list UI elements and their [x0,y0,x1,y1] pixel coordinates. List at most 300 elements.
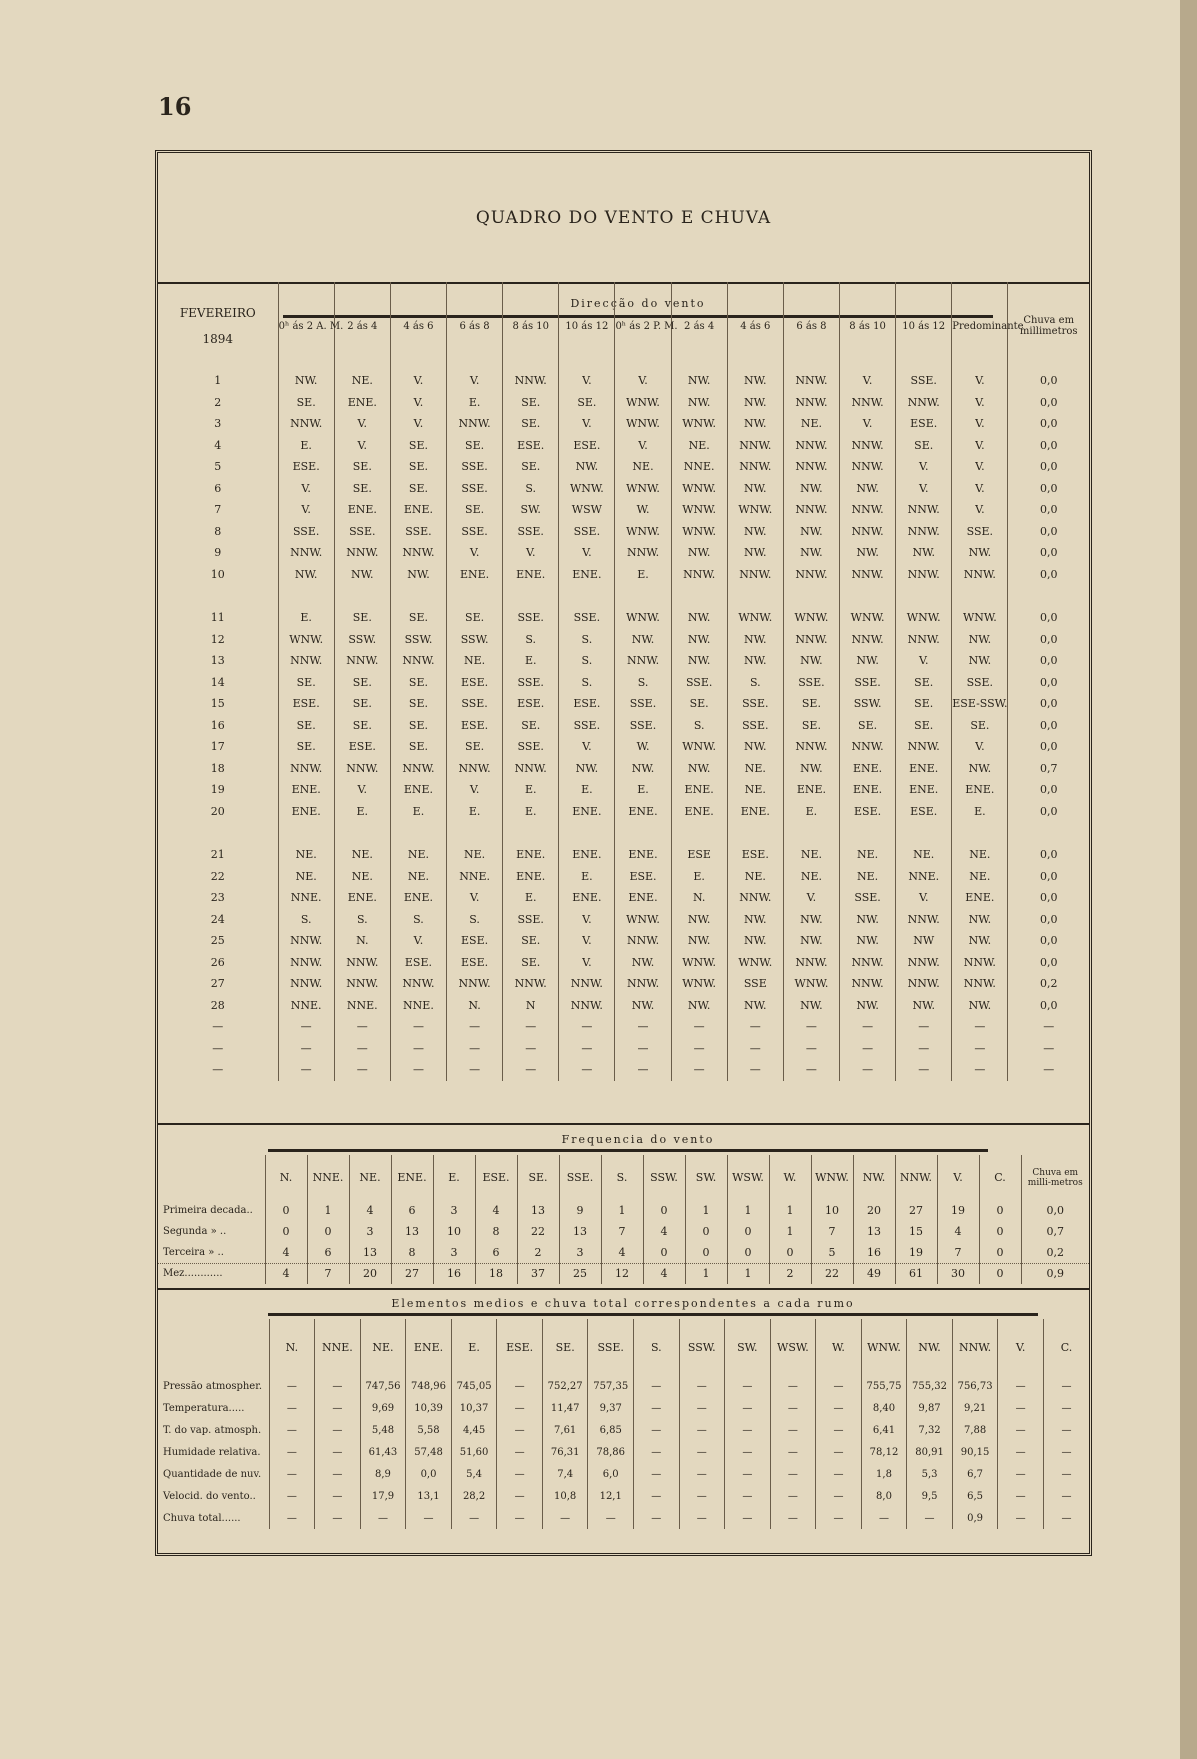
rain-cell: 0,0 [1008,629,1089,651]
freq-value-cell: 8 [475,1221,517,1242]
wind-direction-cell: V. [615,370,671,392]
freq-column-header: NE. [349,1155,391,1200]
table-row [158,672,1089,694]
wind-direction-cell: NNW. [840,499,896,521]
dash-cell: — [952,1038,1008,1060]
wind-direction-cell: NW. [671,758,727,780]
table-row [158,413,1089,435]
elem-value-cell: — [679,1441,725,1463]
wind-direction-cell: NNW. [278,650,334,672]
table-row [158,1507,1089,1529]
freq-rain-cell: 0,0 [1021,1200,1089,1221]
wind-direction-cell: S. [615,672,671,694]
elem-value-cell: — [497,1375,543,1397]
row-label: Temperatura..... [163,1402,245,1414]
wind-direction-cell: NNW. [840,736,896,758]
blank-cell [447,585,503,607]
empty-row [158,1059,1089,1081]
wind-direction-cell: NW. [783,650,839,672]
table-row [158,1200,1089,1221]
dash-cell: — [840,1059,896,1081]
elem-value-cell: 5,58 [406,1419,452,1441]
rain-cell: 0,0 [1008,413,1089,435]
wind-direction-cell: NW. [671,542,727,564]
blank-cell [278,585,334,607]
elem-value-cell: 5,48 [360,1419,406,1441]
freq-value-cell: 16 [853,1242,895,1263]
elem-value-cell: 9,87 [907,1397,953,1419]
wind-direction-cell: ENE. [783,779,839,801]
day-cell: 7 [214,503,222,517]
wind-direction-cell: S. [559,672,615,694]
wind-direction-cell: WNW. [671,736,727,758]
elem-value-cell: 13,1 [406,1485,452,1507]
wind-column-header: Predominante [952,282,1008,370]
wind-direction-cell: NNE. [447,866,503,888]
blank-cell [896,822,952,844]
dash-cell: — [212,1020,224,1034]
freq-value-cell: 13 [853,1221,895,1242]
elem-value-cell: — [633,1485,679,1507]
wind-direction-cell: ENE. [615,887,671,909]
wind-direction-cell: WNW. [615,909,671,931]
table-row [158,456,1089,478]
freq-value-cell: 0 [265,1200,307,1221]
day-cell: 13 [210,654,225,668]
day-cell: 27 [210,977,225,991]
freq-value-cell: 4 [349,1200,391,1221]
wind-direction-cell: NNW. [896,952,952,974]
wind-direction-cell: NW. [783,521,839,543]
elem-value-cell: — [315,1441,361,1463]
elem-value-cell: — [725,1419,771,1441]
freq-value-cell: 4 [265,1242,307,1263]
table-row [158,973,1089,995]
table-row [158,930,1089,952]
freq-value-cell: 3 [433,1200,475,1221]
freq-column-header: N. [265,1155,307,1200]
elem-column-header: NE. [360,1319,406,1375]
freq-column-header: C. [979,1155,1021,1200]
blank-cell [896,585,952,607]
wind-direction-cell: SSE. [503,607,559,629]
wind-direction-cell: NW. [615,995,671,1017]
wind-direction-cell: NE. [952,866,1008,888]
wind-direction-cell: S. [671,715,727,737]
wind-direction-cell: WNW. [727,952,783,974]
wind-direction-cell: NW. [334,564,390,586]
elem-value-cell: — [816,1375,862,1397]
dash-cell: — [840,1016,896,1038]
elem-value-cell: 7,88 [952,1419,998,1441]
table-frame [155,150,1092,1556]
wind-direction-cell: NNW. [334,758,390,780]
wind-column-header: 6 ás 8 [447,282,503,370]
wind-direction-cell: NW. [671,392,727,414]
wind-direction-cell: NE. [334,844,390,866]
wind-direction-cell: NNW. [783,736,839,758]
elem-value-cell: — [497,1463,543,1485]
elem-value-cell: 6,5 [952,1485,998,1507]
elem-value-cell: 12,1 [588,1485,634,1507]
table-row [158,1375,1089,1397]
elem-value-cell: 5,4 [451,1463,497,1485]
elem-value-cell: — [770,1485,816,1507]
blank-cell [559,585,615,607]
dash-cell: — [503,1059,559,1081]
wind-direction-cell: SE. [503,715,559,737]
blank-cell [334,822,390,844]
rain-cell: 0,0 [1008,995,1089,1017]
elem-brace [268,1313,1038,1316]
table-row [158,478,1089,500]
blank-cell [615,822,671,844]
day-cell: 3 [214,417,222,431]
wind-direction-cell: SE. [503,456,559,478]
rain-cell: 0,0 [1008,650,1089,672]
day-cell: 19 [210,783,225,797]
wind-direction-cell: V. [390,370,446,392]
wind-direction-cell: V. [390,413,446,435]
wind-direction-cell: ENE. [559,564,615,586]
wind-direction-cell: NNW. [559,973,615,995]
wind-column-header: 2 ás 4 [671,282,727,370]
elem-value-cell: — [725,1485,771,1507]
wind-direction-cell: V. [952,392,1008,414]
wind-direction-cell: NNE. [334,995,390,1017]
elem-value-cell: — [269,1463,315,1485]
wind-direction-cell: WNW. [727,499,783,521]
elem-value-cell: — [315,1419,361,1441]
elem-column-header: ESE. [497,1319,543,1375]
wind-direction-cell: NW. [727,930,783,952]
wind-direction-cell: SE. [671,693,727,715]
wind-direction-cell: NW. [727,650,783,672]
wind-direction-cell: SSE. [615,693,671,715]
table-row [158,1221,1089,1242]
wind-direction-cell: NW. [727,995,783,1017]
elem-value-cell: 755,32 [907,1375,953,1397]
wind-direction-cell: SSE. [671,672,727,694]
elem-value-cell: — [725,1441,771,1463]
elem-value-cell: 61,43 [360,1441,406,1463]
freq-value-cell: 4 [643,1263,685,1284]
dash-cell: — [1008,1059,1089,1081]
wind-column-header: 6 ás 8 [783,282,839,370]
wind-direction-cell: V. [559,952,615,974]
wind-direction-cell: WNW. [840,607,896,629]
elem-value-cell: — [269,1507,315,1529]
table-row [158,629,1089,651]
blank-cell [390,585,446,607]
freq-column-header: WSW. [727,1155,769,1200]
wind-direction-cell: ENE. [671,779,727,801]
elem-value-cell: — [770,1441,816,1463]
elem-value-cell: 0,9 [952,1507,998,1529]
elem-value-cell: 6,0 [588,1463,634,1485]
wind-direction-cell: NNW. [840,392,896,414]
freq-value-cell: 4 [643,1221,685,1242]
wind-direction-cell: NW. [727,478,783,500]
wind-direction-cell: SSE. [503,521,559,543]
wind-direction-cell: NNW. [278,413,334,435]
wind-direction-cell: NW. [278,370,334,392]
wind-direction-cell: NNW. [278,952,334,974]
elem-column-header: SSE. [588,1319,634,1375]
wind-direction-cell: E. [278,607,334,629]
wind-direction-cell: ESE. [334,736,390,758]
wind-direction-cell: NNW. [334,973,390,995]
wind-direction-cell: V. [390,930,446,952]
freq-column-header: W. [769,1155,811,1200]
wind-direction-cell: ENE. [840,779,896,801]
wind-direction-cell: NNE. [278,887,334,909]
wind-direction-cell: NW. [727,521,783,543]
wind-direction-cell: NW. [559,456,615,478]
elem-value-cell: 6,41 [861,1419,907,1441]
wind-direction-cell: NNW. [278,973,334,995]
wind-direction-cell: NW. [727,413,783,435]
wind-direction-cell: NNW. [840,521,896,543]
wind-direction-cell: NNW. [783,499,839,521]
elem-value-cell: — [679,1397,725,1419]
elem-value-cell: — [315,1507,361,1529]
wind-direction-cell: V. [559,930,615,952]
row-label: T. do vap. atmosph. [163,1424,262,1436]
freq-value-cell: 0 [727,1242,769,1263]
dash-cell: — [783,1038,839,1060]
wind-direction-cell: NW. [952,930,1008,952]
wind-direction-cell: V. [278,499,334,521]
wind-direction-cell: V. [334,435,390,457]
freq-value-cell: 0 [727,1221,769,1242]
elem-value-cell: 10,8 [542,1485,588,1507]
wind-direction-cell: NNW. [783,370,839,392]
wind-direction-cell: WNW. [671,478,727,500]
elem-value-cell: 57,48 [406,1441,452,1463]
wind-direction-cell: SE. [390,715,446,737]
wind-direction-cell: SE. [334,456,390,478]
wind-direction-cell: ESE. [390,952,446,974]
wind-direction-cell: NNW. [278,758,334,780]
table-row [158,909,1089,931]
wind-direction-cell: NNW. [559,995,615,1017]
freq-value-cell: 4 [265,1263,307,1284]
dash-cell: — [671,1038,727,1060]
freq-value-cell: 7 [937,1242,979,1263]
wind-direction-cell: ESE. [559,435,615,457]
elem-column-header: WNW. [861,1319,907,1375]
elem-value-cell: 8,0 [861,1485,907,1507]
wind-direction-cell: NW. [840,995,896,1017]
dash-cell: — [727,1038,783,1060]
elem-value-cell: — [633,1419,679,1441]
dash-cell: — [896,1016,952,1038]
table-row [158,521,1089,543]
wind-direction-cell: SE. [783,715,839,737]
wind-direction-cell: NW. [671,650,727,672]
decade-gap [158,585,1089,607]
elem-value-cell: — [315,1375,361,1397]
dash-cell: — [447,1016,503,1038]
wind-direction-cell: ESE. [503,435,559,457]
dash-cell: — [503,1016,559,1038]
wind-direction-cell: ESE. [559,693,615,715]
wind-direction-cell: SSE. [559,607,615,629]
freq-value-cell: 6 [391,1200,433,1221]
wind-direction-cell: SE. [503,392,559,414]
wind-direction-cell: E. [447,392,503,414]
wind-direction-cell: NNW. [671,564,727,586]
wind-direction-cell: NNW. [783,564,839,586]
rain-cell: 0,0 [1008,866,1089,888]
dash-cell: — [952,1059,1008,1081]
wind-direction-cell: NNW. [896,736,952,758]
wind-direction-cell: SE. [390,456,446,478]
wind-direction-cell: V. [559,370,615,392]
freq-value-cell: 1 [601,1200,643,1221]
wind-direction-cell: NW. [671,607,727,629]
wind-direction-cell: ENE. [952,887,1008,909]
wind-direction-cell: SE. [390,672,446,694]
elem-value-cell: 748,96 [406,1375,452,1397]
day-cell: 28 [210,998,225,1012]
wind-direction-cell: ENE. [503,564,559,586]
elem-value-cell: — [497,1441,543,1463]
wind-direction-cell: NW. [952,542,1008,564]
wind-direction-cell: V. [334,779,390,801]
wind-direction-cell: ESE. [896,413,952,435]
elem-value-cell: — [1043,1419,1089,1441]
elem-value-cell: — [816,1397,862,1419]
freq-value-cell: 5 [811,1242,853,1263]
wind-direction-cell: V. [390,392,446,414]
wind-direction-cell: SE. [447,607,503,629]
rain-column-header: Chuva em millimetros [1008,282,1089,370]
day-cell: 24 [210,912,225,926]
elem-value-cell: — [679,1419,725,1441]
elem-value-cell: 8,40 [861,1397,907,1419]
dash-cell: — [278,1038,334,1060]
dash-cell: — [559,1038,615,1060]
freq-value-cell: 10 [433,1221,475,1242]
wind-direction-cell: NW. [671,629,727,651]
dash-cell: — [896,1059,952,1081]
wind-direction-cell: NNE. [896,866,952,888]
wind-direction-cell: SE. [390,478,446,500]
elem-column-header: SE. [542,1319,588,1375]
freq-value-cell: 4 [475,1200,517,1221]
elem-group-header: Elementos medios e chuva total correspondentes a cada rumo [391,1297,855,1310]
wind-direction-cell: NW. [952,909,1008,931]
freq-value-cell: 4 [937,1221,979,1242]
day-cell: 18 [210,761,225,775]
dash-cell: — [727,1016,783,1038]
wind-direction-cell: ENE. [503,866,559,888]
wind-direction-cell: NNW. [615,930,671,952]
wind-direction-cell: SE. [278,672,334,694]
elem-value-cell: — [269,1397,315,1419]
freq-value-cell: 13 [517,1200,559,1221]
freq-value-cell: 1 [727,1263,769,1284]
wind-direction-cell: NNW. [840,435,896,457]
wind-direction-cell: V. [896,478,952,500]
wind-direction-cell: WNW. [615,392,671,414]
day-cell: 21 [210,848,225,862]
wind-direction-cell: ESE. [447,672,503,694]
elem-value-cell: 51,60 [451,1441,497,1463]
wind-direction-cell: NW. [840,650,896,672]
freq-value-cell: 13 [391,1221,433,1242]
freq-value-cell: 6 [475,1242,517,1263]
wind-direction-cell: NW. [783,995,839,1017]
blank-cell [158,822,278,844]
elem-value-cell: 752,27 [542,1375,588,1397]
wind-direction-cell: SE. [278,736,334,758]
wind-direction-cell: NNW. [840,973,896,995]
wind-direction-cell: E. [783,801,839,823]
wind-direction-cell: ENE. [390,499,446,521]
wind-direction-cell: ENE. [447,564,503,586]
wind-direction-cell: NE. [447,650,503,672]
elem-value-cell: 6,85 [588,1419,634,1441]
wind-direction-cell: NNW. [896,392,952,414]
wind-direction-cell: WNW. [671,952,727,974]
wind-direction-cell: E. [390,801,446,823]
wind-column-header: 4 ás 6 [727,282,783,370]
blank-cell [503,822,559,844]
elem-value-cell: — [725,1507,771,1529]
wind-direction-cell: V. [447,370,503,392]
wind-direction-cell: NNW. [615,542,671,564]
elem-value-cell: 9,69 [360,1397,406,1419]
table-row [158,866,1089,888]
month-header [158,282,278,370]
wind-direction-cell: SE. [503,413,559,435]
elem-value-cell: — [907,1507,953,1529]
wind-direction-cell: E. [615,779,671,801]
blank-cell [1008,585,1089,607]
wind-direction-cell: SSE. [278,521,334,543]
wind-direction-cell: SSE. [952,521,1008,543]
wind-direction-cell: NW. [952,995,1008,1017]
day-cell: 26 [210,955,225,969]
wind-direction-cell: E. [278,435,334,457]
row-label: Mez............ [158,1263,265,1284]
dash-cell: — [390,1059,446,1081]
elem-value-cell: — [998,1485,1044,1507]
wind-direction-cell: NE. [783,866,839,888]
wind-direction-cell: S. [503,478,559,500]
blank-cell [503,585,559,607]
elem-value-cell: — [998,1507,1044,1529]
wind-column-header: 10 ás 12 [896,282,952,370]
dash-cell: — [447,1059,503,1081]
wind-direction-cell: ENE. [559,887,615,909]
elem-value-cell: — [315,1397,361,1419]
elem-value-cell: 756,73 [952,1375,998,1397]
wind-direction-cell: SE. [896,672,952,694]
elem-value-cell: — [497,1485,543,1507]
wind-direction-cell: ENE. [334,392,390,414]
elem-column-header: C. [1043,1319,1089,1375]
wind-direction-cell: S. [559,629,615,651]
wind-direction-cell: V. [559,909,615,931]
elem-value-cell: 757,35 [588,1375,634,1397]
table-row [158,1419,1089,1441]
wind-direction-cell: NE. [896,844,952,866]
freq-value-cell: 25 [559,1263,601,1284]
